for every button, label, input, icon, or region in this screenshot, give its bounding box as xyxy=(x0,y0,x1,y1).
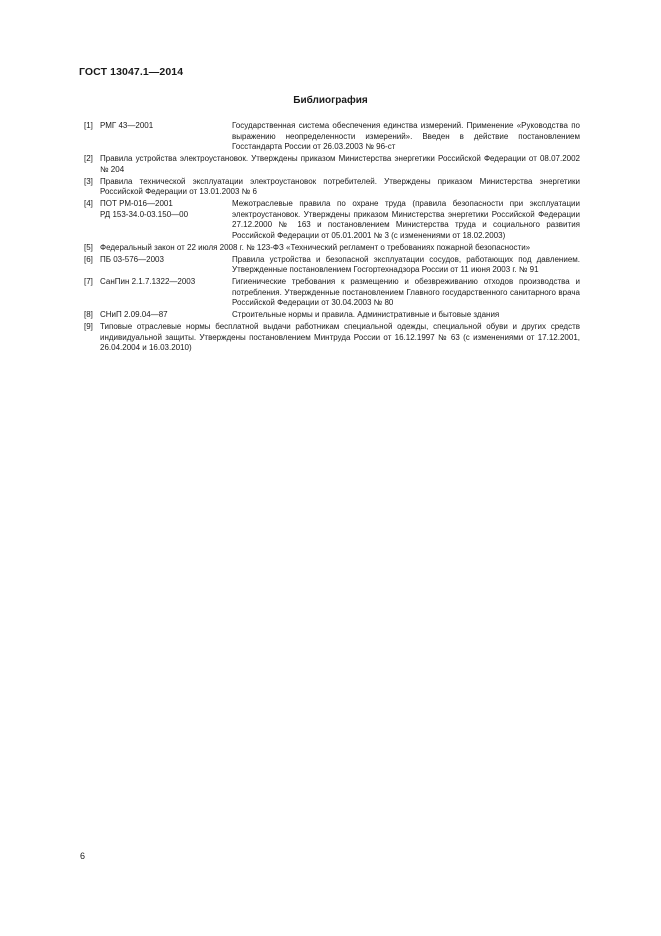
entry-codes xyxy=(84,255,232,276)
entry-code: РД 153-34.0-03.150—00 xyxy=(100,209,189,219)
entry-number: [8] xyxy=(84,310,93,319)
bibliography-entry xyxy=(84,277,580,309)
entry-number: [1] xyxy=(84,121,93,130)
entry-number: [7] xyxy=(84,277,93,286)
document-code: ГОСТ 13047.1—2014 xyxy=(79,66,184,78)
entry-number: [2] xyxy=(84,154,93,163)
bibliography-entry xyxy=(84,243,580,254)
entry-codes xyxy=(84,121,232,153)
entry-description: Строительные нормы и правила. Административные и бытовые здания xyxy=(232,310,500,319)
entry-description: Гигиенические требования к размещению и обезвреживанию отходов производства и потребления. Утвержденные постановлением Главного государственного санитарного врача Российской Федерации от 30.04.2003 № 80 xyxy=(232,277,580,307)
entry-number: [5] xyxy=(84,242,93,252)
entry-number: [4] xyxy=(84,199,93,208)
entry-code: ПБ 03-576—2003 xyxy=(100,254,164,264)
section-title: Библиография xyxy=(293,95,368,106)
entry-description: Межотраслевые правила по охране труда (правила безопасности при эксплуатации электроустановок. Утверждены приказом Министерства энергетики Российской Федерации 27.12.2000 № 163 и постановлением Министерства труда и социального развития Российской Федерации от 05.01.2001 № 3 (с изменениями от 18.02.2003) xyxy=(232,199,580,240)
bibliography-entry xyxy=(84,154,580,175)
entry-code: РМГ 43—2001 xyxy=(100,121,154,130)
entry-code: СНиП 2.09.04—87 xyxy=(100,310,168,319)
entry-description: Правила устройства электроустановок. Утверждены приказом Министерства энергетики Российской Федерации от 08.07.2002 № 204 xyxy=(100,154,580,174)
entry-description: Правила технической эксплуатации электроустановок потребителей. Утверждены приказом Министерства энергетики Российской Федерации от 13.01.2003 № 6 xyxy=(100,176,580,196)
bibliography-entry xyxy=(84,177,580,198)
entry-number: [3] xyxy=(84,176,93,186)
entry-description: Государственная система обеспечения единства измерений. Применение «Руководства по выражению неопределенности измерений». Введен в действие постановлением Госстандарта России от 26.03.2003 № 96-ст xyxy=(232,121,580,151)
entry-code: СанПин 2.1.7.1322—2003 xyxy=(100,277,196,286)
bibliography-entry xyxy=(84,199,580,241)
entry-description: Типовые отраслевые нормы бесплатной выдачи работникам специальной одежды, специальной обуви и других средств индивидуальной защиты. Утверждены постановлением Минтруда России от 16.12.1997 № 63 (с изменениями от 17.12.2001, 26.04.2004 и 16.03.2010) xyxy=(100,322,580,352)
bibliography-entry xyxy=(84,121,580,153)
bibliography-entry xyxy=(84,255,580,276)
bibliography-list xyxy=(84,121,580,355)
entry-description: Правила устройства и безопасной эксплуатации сосудов, работающих под давлением. Утвержденные постановлением Госгортехнадзора России от 11 июня 2003 г. № 91 xyxy=(232,254,580,274)
entry-description: Федеральный закон от 22 июля 2008 г. № 123-ФЗ «Технический регламент о требованиях пожарной безопасности» xyxy=(100,242,531,252)
entry-codes xyxy=(84,199,232,241)
entry-code: ПОТ РМ-016—2001 xyxy=(100,199,173,208)
page-number: 6 xyxy=(80,851,86,861)
bibliography-entry xyxy=(84,322,580,354)
entry-codes xyxy=(84,310,232,321)
entry-codes xyxy=(84,277,232,309)
bibliography-entry xyxy=(84,310,580,321)
entry-number: [9] xyxy=(84,322,93,331)
entry-number: [6] xyxy=(84,254,93,264)
